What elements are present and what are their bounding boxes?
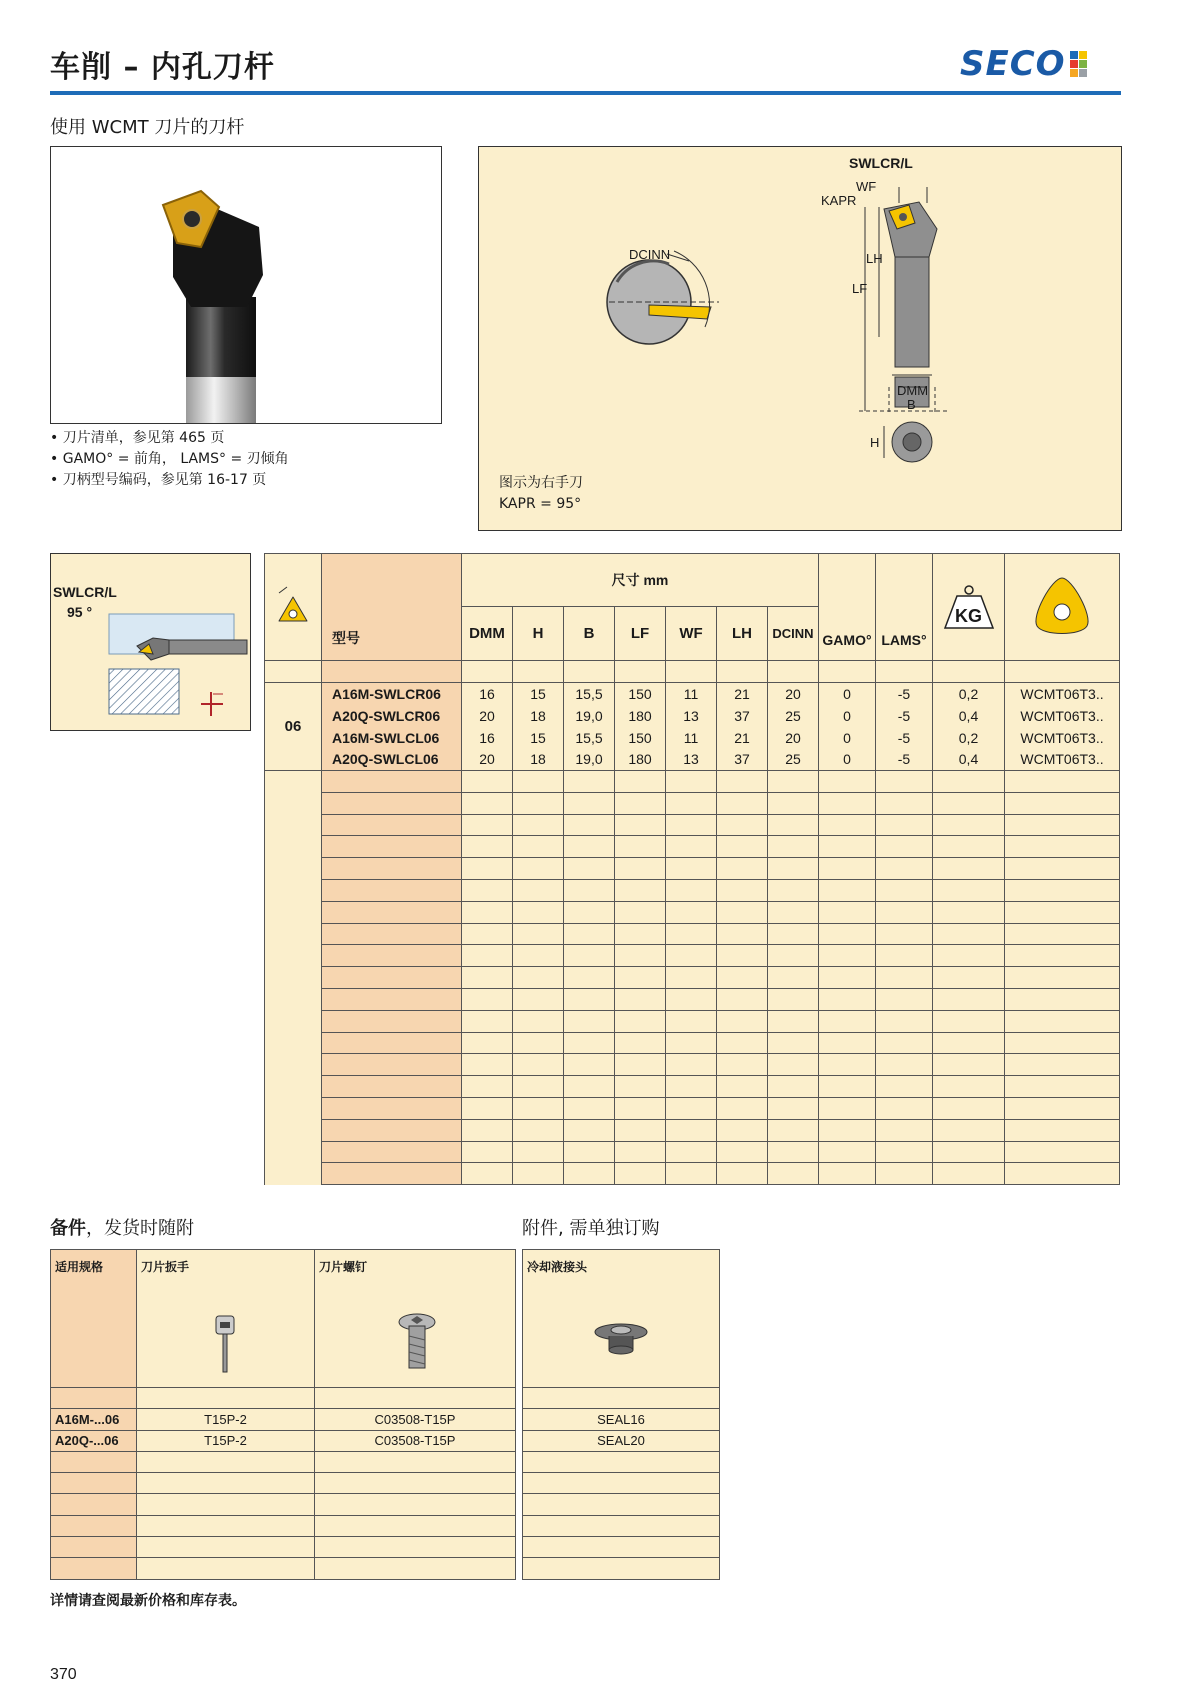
- wrench-cell: T15P-2: [137, 1430, 315, 1451]
- table-row: [265, 749, 1120, 771]
- cell-lh: 37: [717, 749, 768, 771]
- table-row: [265, 727, 1120, 749]
- col-gamo: GAMO°: [819, 554, 876, 661]
- label-b: B: [907, 397, 916, 412]
- kg-header: [933, 554, 1005, 661]
- cell-gamo: 0: [819, 705, 876, 727]
- coolant-header-label: 冷却液接头: [527, 1260, 588, 1274]
- table-row: [265, 705, 1120, 727]
- insert-shape-header: [265, 554, 322, 661]
- logo-text: SECO: [960, 44, 1066, 84]
- empty-row: [265, 1076, 1120, 1098]
- cell-h: 18: [513, 705, 564, 727]
- cell-lams: -5: [876, 727, 933, 749]
- spec-header: 适用规格: [51, 1250, 137, 1388]
- cell-lams: -5: [876, 683, 933, 705]
- cell-lams: -5: [876, 749, 933, 771]
- table-row: [51, 1409, 516, 1430]
- empty-row: [265, 1054, 1120, 1076]
- wrench-cell: T15P-2: [137, 1409, 315, 1430]
- empty-row: [265, 1141, 1120, 1163]
- cell-kg: 0,4: [933, 705, 1005, 727]
- weight-icon: [943, 584, 995, 630]
- coolant-cell: SEAL16: [523, 1409, 720, 1430]
- cell-dmm: 16: [462, 683, 513, 705]
- cell-b: 15,5: [564, 727, 615, 749]
- screw-header-label: 刀片螺钉: [319, 1260, 368, 1274]
- empty-row: [265, 771, 1120, 793]
- product-photo: [50, 146, 442, 424]
- accessories-title: 附件, 需单独订购: [522, 1218, 660, 1239]
- table-row: [51, 1430, 516, 1451]
- footnote: 详情请查阅最新价格和库存表。: [50, 1593, 246, 1609]
- empty-row: [265, 923, 1120, 945]
- diagram-caption: [499, 473, 583, 515]
- cell-lf: 150: [615, 727, 666, 749]
- kg-label: KG: [955, 606, 982, 626]
- spares-title-bold: 备件: [50, 1218, 86, 1239]
- spec-cell: A20Q-...06: [51, 1430, 137, 1451]
- cell-lams: -5: [876, 705, 933, 727]
- screw-header: [315, 1250, 516, 1388]
- cell-lh: 37: [717, 705, 768, 727]
- cell-gamo: 0: [819, 749, 876, 771]
- wrench-header-label: 刀片扳手: [141, 1260, 190, 1274]
- label-dcinn: DCINN: [629, 247, 671, 262]
- logo-mark-icon: [1070, 51, 1087, 77]
- spec-cell: A16M-...06: [51, 1409, 137, 1430]
- notes-list: [50, 428, 289, 491]
- insert-size-icon: [273, 583, 313, 629]
- spares-title-rest: ，发货时随附: [86, 1218, 194, 1239]
- mini-title-text: SWLCR/L: [53, 584, 117, 600]
- cell-lf: 150: [615, 683, 666, 705]
- label-lf: LF: [852, 281, 868, 296]
- model-cell: A20Q-SWLCR06: [322, 705, 462, 727]
- cell-kg: 0,2: [933, 683, 1005, 705]
- cell-wf: 13: [666, 705, 717, 727]
- insert-header: [1005, 554, 1120, 661]
- model-cell: A16M-SWLCL06: [322, 727, 462, 749]
- label-lh: LH: [866, 251, 883, 266]
- note-item: • 刀柄型号编码，参见第 16-17 页: [50, 470, 289, 491]
- col-lams: LAMS°: [876, 554, 933, 661]
- coolant-header: [523, 1250, 720, 1388]
- cell-b: 15,5: [564, 683, 615, 705]
- wrench-header: [137, 1250, 315, 1388]
- header-rule: [50, 91, 1121, 95]
- section-subtitle: 使用 WCMT 刀片的刀杆: [50, 117, 245, 138]
- caption-line: 图示为右手刀: [499, 475, 583, 491]
- empty-row: [265, 792, 1120, 814]
- label-dmm: DMM: [897, 383, 929, 398]
- spares-table: [50, 1249, 516, 1580]
- size-cell: 06: [265, 683, 322, 771]
- col-b: B: [564, 607, 615, 661]
- col-dmm: DMM: [462, 607, 513, 661]
- accessories-table: [522, 1249, 720, 1580]
- cell-dcinn: 25: [768, 749, 819, 771]
- page-title: 车削 – 内孔刀杆: [50, 50, 275, 85]
- empty-row: [265, 858, 1120, 880]
- col-wf: WF: [666, 607, 717, 661]
- cell-gamo: 0: [819, 683, 876, 705]
- spares-title: [50, 1214, 194, 1240]
- table-row: [523, 1430, 720, 1451]
- col-h: H: [513, 607, 564, 661]
- caption-line: KAPR = 95°: [499, 496, 582, 512]
- cell-h: 18: [513, 749, 564, 771]
- cell-dmm: 20: [462, 705, 513, 727]
- col-lf: LF: [615, 607, 666, 661]
- empty-row: [265, 879, 1120, 901]
- dimension-diagram: [478, 146, 1122, 531]
- wcmt-insert-icon: [1027, 574, 1097, 638]
- empty-row: [265, 967, 1120, 989]
- cell-b: 19,0: [564, 705, 615, 727]
- coolant-seal-icon: [591, 1320, 651, 1360]
- cell-lh: 21: [717, 727, 768, 749]
- cell-dmm: 20: [462, 749, 513, 771]
- empty-row: [265, 814, 1120, 836]
- cell-insert: WCMT06T3..: [1005, 727, 1120, 749]
- empty-row: [265, 988, 1120, 1010]
- note-item: • 刀片清单，参见第 465 页: [50, 428, 289, 449]
- cell-dcinn: 25: [768, 705, 819, 727]
- diagram-title: SWLCR/L: [849, 155, 913, 171]
- cell-wf: 13: [666, 749, 717, 771]
- application-diagram: [50, 553, 251, 731]
- cell-kg: 0,2: [933, 727, 1005, 749]
- cell-insert: WCMT06T3..: [1005, 749, 1120, 771]
- table-row: [265, 683, 1120, 705]
- mini-angle: 95 °: [67, 604, 93, 620]
- cell-kg: 0,4: [933, 749, 1005, 771]
- empty-row: [265, 1010, 1120, 1032]
- empty-row: [265, 945, 1120, 967]
- cell-insert: WCMT06T3..: [1005, 705, 1120, 727]
- empty-row: [265, 1119, 1120, 1141]
- page-number: 370: [50, 1666, 77, 1683]
- label-kapr: KAPR: [821, 193, 857, 208]
- label-wf: WF: [856, 179, 877, 194]
- model-cell: A16M-SWLCR06: [322, 683, 462, 705]
- seco-logo: [960, 44, 1087, 84]
- dims-title: 尺寸 mm: [462, 554, 819, 607]
- cell-dcinn: 20: [768, 727, 819, 749]
- coolant-cell: SEAL20: [523, 1430, 720, 1451]
- cell-insert: WCMT06T3..: [1005, 683, 1120, 705]
- cell-dmm: 16: [462, 727, 513, 749]
- cell-lf: 180: [615, 749, 666, 771]
- screw-cell: C03508-T15P: [315, 1430, 516, 1451]
- empty-row: [265, 1032, 1120, 1054]
- col-dcinn: DCINN: [768, 607, 819, 661]
- empty-row: [265, 1163, 1120, 1185]
- cell-h: 15: [513, 727, 564, 749]
- screw-icon: [395, 1312, 439, 1374]
- cell-dcinn: 20: [768, 683, 819, 705]
- holder-table: [264, 553, 1120, 1185]
- cell-gamo: 0: [819, 727, 876, 749]
- cell-lh: 21: [717, 683, 768, 705]
- col-lh: LH: [717, 607, 768, 661]
- note-item: • GAMO° = 前角， LAMS° = 刃倾角: [50, 449, 289, 470]
- cell-h: 15: [513, 683, 564, 705]
- cell-b: 19,0: [564, 749, 615, 771]
- empty-row: [265, 836, 1120, 858]
- cell-wf: 11: [666, 727, 717, 749]
- wrench-icon: [214, 1314, 238, 1376]
- empty-row: [265, 1097, 1120, 1119]
- cell-lf: 180: [615, 705, 666, 727]
- cell-wf: 11: [666, 683, 717, 705]
- label-h: H: [870, 435, 880, 450]
- screw-cell: C03508-T15P: [315, 1409, 516, 1430]
- model-cell: A20Q-SWLCL06: [322, 749, 462, 771]
- empty-row: [265, 901, 1120, 923]
- table-row: [523, 1409, 720, 1430]
- model-header: 型号: [322, 554, 462, 661]
